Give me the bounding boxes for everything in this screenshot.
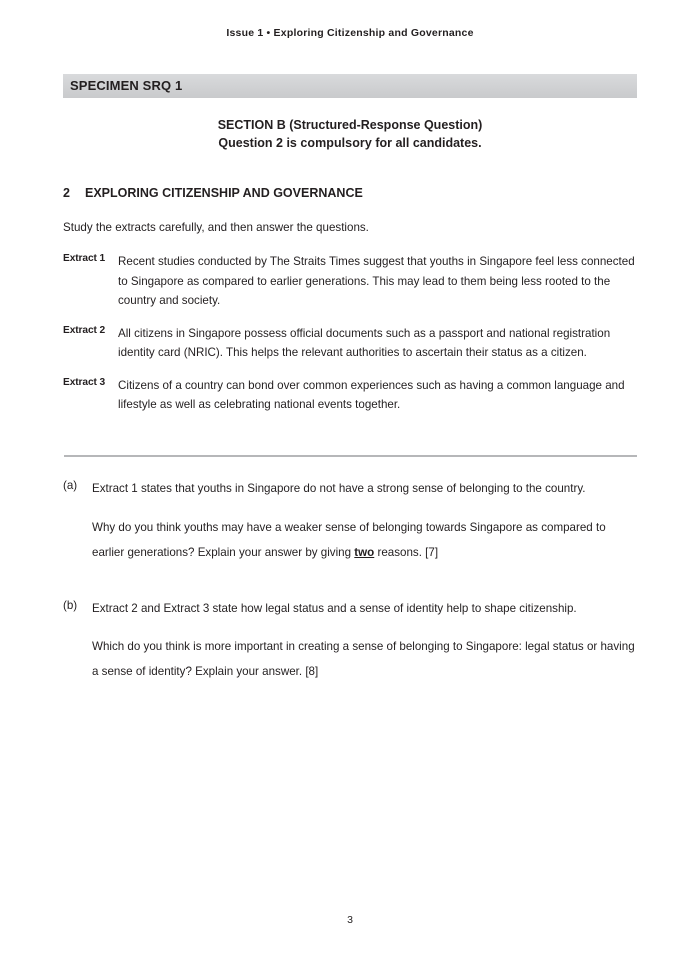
question-title: EXPLORING CITIZENSHIP AND GOVERNANCE xyxy=(85,186,363,200)
part-label: (a) xyxy=(63,479,78,492)
specimen-banner xyxy=(63,74,637,98)
question-number: 2 xyxy=(63,186,70,200)
section-heading-line2-before: Question 2 is xyxy=(218,136,301,150)
extract-text: Citizens of a country can bond over common experiences such as having a common language and lifestyle as well as celebrating national events together. xyxy=(118,378,625,411)
extract-text: Recent studies conducted by The Straits Times suggest that youths in Singapore feel less connected to Singapore as compared to earlier generations. This may lead to them being less rooted to the country and society. xyxy=(118,255,635,307)
part-question-emphasis: two xyxy=(354,545,375,559)
part-question-before: Which do you think is more important in creating a sense of belonging to Singapore: legal status or having a sense of identity? Explain your answer. [8] xyxy=(92,640,635,678)
part-stem: Extract 2 and Extract 3 state how legal status and a sense of identity help to shape citizenship. xyxy=(92,601,577,615)
running-head: Issue 1 • Exploring Citizenship and Governance xyxy=(226,27,474,39)
extract-label: Extract 3 xyxy=(63,376,106,388)
part-stem: Extract 1 states that youths in Singapore do not have a strong sense of belonging to the country. xyxy=(92,482,586,495)
part-spacer xyxy=(63,579,637,599)
page-number: 3 xyxy=(347,914,353,926)
extract-row xyxy=(63,376,637,415)
extracts-list xyxy=(63,252,637,428)
section-heading-line2-after: for all candidates. xyxy=(371,136,482,150)
part-question-before: Why do you think youths may have a weaker sense of belonging towards Singapore as compared to earlier generations? Explain your answer by giving xyxy=(92,520,606,559)
specimen-banner-label: SPECIMEN SRQ 1 xyxy=(70,78,183,93)
section-heading-compulsory-emphasis: compulsory xyxy=(300,136,372,150)
extract-row xyxy=(63,324,637,363)
section-heading xyxy=(0,116,700,152)
question-parts xyxy=(63,479,637,698)
section-divider-rule xyxy=(64,455,637,457)
part-question-after: reasons. [7] xyxy=(374,545,439,559)
extract-label: Extract 2 xyxy=(63,324,106,336)
question-instruction: Study the extracts carefully, and then answer the questions. xyxy=(63,221,369,234)
extract-label: Extract 1 xyxy=(63,253,106,264)
extract-text: All citizens in Singapore possess official documents such as a passport and national registration identity card (NRIC). This helps the relevant authorities to ascertain their status as a citizen. xyxy=(118,326,611,359)
question-part-a xyxy=(63,479,637,565)
part-label: (b) xyxy=(63,598,78,612)
part-question xyxy=(92,515,637,565)
part-question xyxy=(92,634,637,684)
question-heading xyxy=(63,186,637,200)
section-heading-line2 xyxy=(0,134,700,152)
extract-row xyxy=(63,252,637,311)
question-part-b xyxy=(63,599,637,685)
section-heading-line1: SECTION B (Structured-Response Question) xyxy=(217,118,483,132)
